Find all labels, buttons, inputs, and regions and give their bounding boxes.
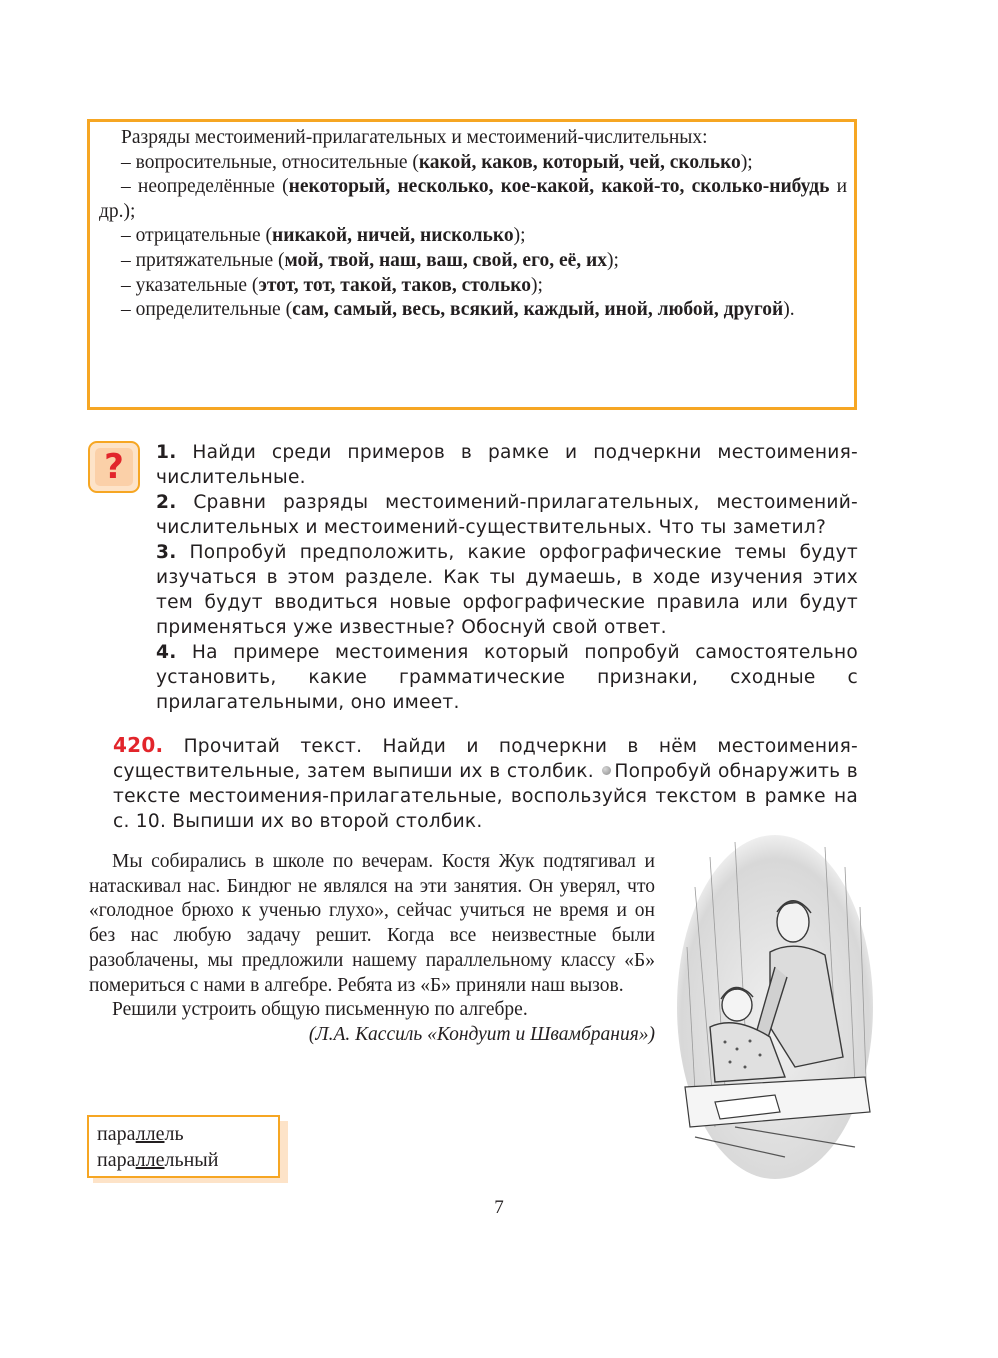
question-item: 1. Найди среди примеров в рамке и подчеркни местоимения-числительные.: [156, 442, 858, 488]
questions-list: [156, 440, 858, 715]
task-text: 420. Прочитай текст. Найди и подчеркни в нём местоимения-существительные, затем выпиши их в столбик. Попробуй обнаружить в тексте местоимения-прилагательные, воспользуйся текстом в рамке на с. 10. Выпиши их во второй столбик.: [113, 733, 858, 832]
rule-intro: Разряды местоимений-прилагательных и местоимений-числительных:: [121, 127, 708, 148]
reading-source: (Л.А. Кассиль «Кондуит и Швамбрания»): [308, 1023, 655, 1045]
reading-text: [89, 850, 655, 1048]
vocabulary-word: параллельный: [97, 1149, 219, 1171]
vocabulary-word: параллель: [97, 1123, 184, 1145]
reading-paragraph: Мы собирались в школе по вечерам. Костя Жук подтягивал и натаскивал нас. Биндюг не являлся на эти занятия. Он уверял, что «голодное брюхо к ученью глухо», сейчас учиться не время и он без нас любую задачу решит. Когда все неизвестные были разоблачены, мы предложили нашему параллельному классу «Б» помериться с нами в алгебре. Ребята из «Б» приняли наш вызов.: [89, 851, 655, 996]
bullet-dot-icon: [602, 766, 611, 775]
question-item: 4. На примере местоимения который попробуй самостоятельно установить, какие грамматические признаки, сходные с прилагательными, оно имеет.: [156, 642, 858, 713]
task-number: 420.: [113, 733, 164, 757]
page-number: 7: [494, 1197, 504, 1218]
question-item: 3. Попробуй предположить, какие орфографические темы будут изучаться в этом разделе. Как ты думаешь, в ходе изучения этих тем будут вводиться новые орфографические правила или будут применяться уже известные? Обоснуй свой ответ.: [156, 542, 859, 638]
question-mark-icon: ?: [88, 441, 140, 493]
task-420: [113, 733, 858, 834]
rule-box: [87, 119, 857, 410]
question-item: 2. Сравни разряды местоимений-прилагательных, местоимений-числительных и местоимений-существительных. Что ты заметил?: [156, 492, 858, 538]
rule-item: – отрицательные (никакой, ничей, нисколько);: [121, 225, 526, 247]
rule-item: – вопросительные, относительные (какой, каков, который, чей, сколько);: [121, 151, 753, 173]
rule-item: – указательные (этот, тот, такой, таков, столько);: [121, 274, 543, 296]
illustration-image: [675, 827, 875, 1182]
reading-paragraph: Решили устроить общую письменную по алгебре.: [112, 999, 528, 1021]
rule-item: – притяжательные (мой, твой, наш, ваш, свой, его, её, их);: [121, 249, 619, 271]
rule-item: – определительные (сам, самый, весь, всякий, каждый, иной, любой, другой).: [121, 299, 795, 321]
word-box: [87, 1115, 280, 1178]
rule-item: – неопределённые (некоторый, несколько, кое-какой, какой-то, сколько-нибудь и др.);: [99, 176, 848, 222]
